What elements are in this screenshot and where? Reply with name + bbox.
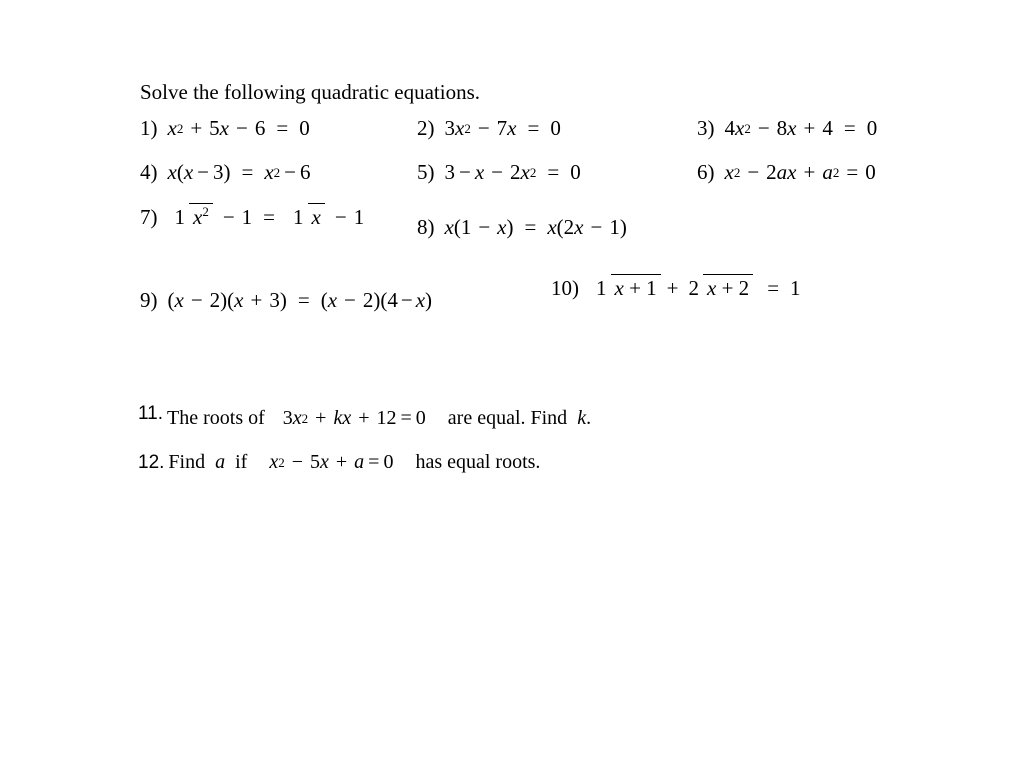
equation: 3 − x − 2 x 2 = 0 xyxy=(444,160,581,184)
equation: 1 x + 1 + 2 x + 2 = 1 xyxy=(589,274,801,302)
variable: k xyxy=(577,407,587,429)
variable: a xyxy=(215,451,226,473)
problem-5 xyxy=(417,160,581,185)
problem-number: 6) xyxy=(697,160,715,184)
problem-8 xyxy=(417,215,627,240)
problem-number: 4) xyxy=(140,160,158,184)
fraction: 2 x + 2 xyxy=(685,274,754,302)
problem-7 xyxy=(140,203,364,231)
problem-4 xyxy=(140,160,311,185)
problem-number: 2) xyxy=(417,116,435,140)
problem-text: if xyxy=(235,451,248,473)
word-problem-12 xyxy=(138,451,540,474)
problem-2 xyxy=(417,116,561,141)
fraction: 1 x xyxy=(289,203,325,231)
problem-number: 5) xyxy=(417,160,435,184)
word-problem-11 xyxy=(138,403,592,430)
problem-number: 1) xyxy=(140,116,158,140)
equation: ( x − 2)( x + 3) = ( x − 2)(4 − x ) xyxy=(167,288,433,312)
problem-text: The roots of xyxy=(167,407,265,429)
equation: x ( x − 3) = x 2 − 6 xyxy=(167,160,311,184)
problem-number: 11. xyxy=(138,403,164,424)
problem-number: 10) xyxy=(551,275,579,300)
problem-number: 8) xyxy=(417,215,435,239)
problem-text: Find xyxy=(168,451,206,473)
problem-6 xyxy=(697,160,876,185)
problem-number: 9) xyxy=(140,288,158,312)
equation: x 2 − 5 x + a = 0 xyxy=(269,451,394,473)
equation: x 2 + 5 x − 6 = 0 xyxy=(167,116,310,140)
equation: 3 x 2 − 7 x = 0 xyxy=(444,116,561,140)
problem-1 xyxy=(140,116,310,141)
fraction: 1 x + 1 xyxy=(592,274,661,302)
fraction: 1 $x^2$ xyxy=(171,203,213,231)
problem-9 xyxy=(140,288,432,313)
problem-3 xyxy=(697,116,877,141)
equation: 3 x 2 + kx + 12 = 0 xyxy=(282,407,426,429)
period: . xyxy=(586,407,592,429)
problem-number: 3) xyxy=(697,116,715,140)
problem-number: 12. xyxy=(138,452,165,473)
problem-number: 7) xyxy=(140,204,158,229)
problem-text: has equal roots. xyxy=(415,451,541,473)
problem-10 xyxy=(551,274,801,302)
equation: x (1 − x ) = x (2 x − 1) xyxy=(444,215,627,239)
equation: x 2 − 2 ax + a 2 = 0 xyxy=(724,160,876,184)
equation: 1 $x^2$ − 1 = 1 x − 1 xyxy=(168,203,365,231)
equation: 4 x 2 − 8 x + 4 = 0 xyxy=(724,116,878,140)
worksheet-heading: Solve the following quadratic equations. xyxy=(140,80,481,104)
problem-text: are equal. Find xyxy=(447,407,568,429)
